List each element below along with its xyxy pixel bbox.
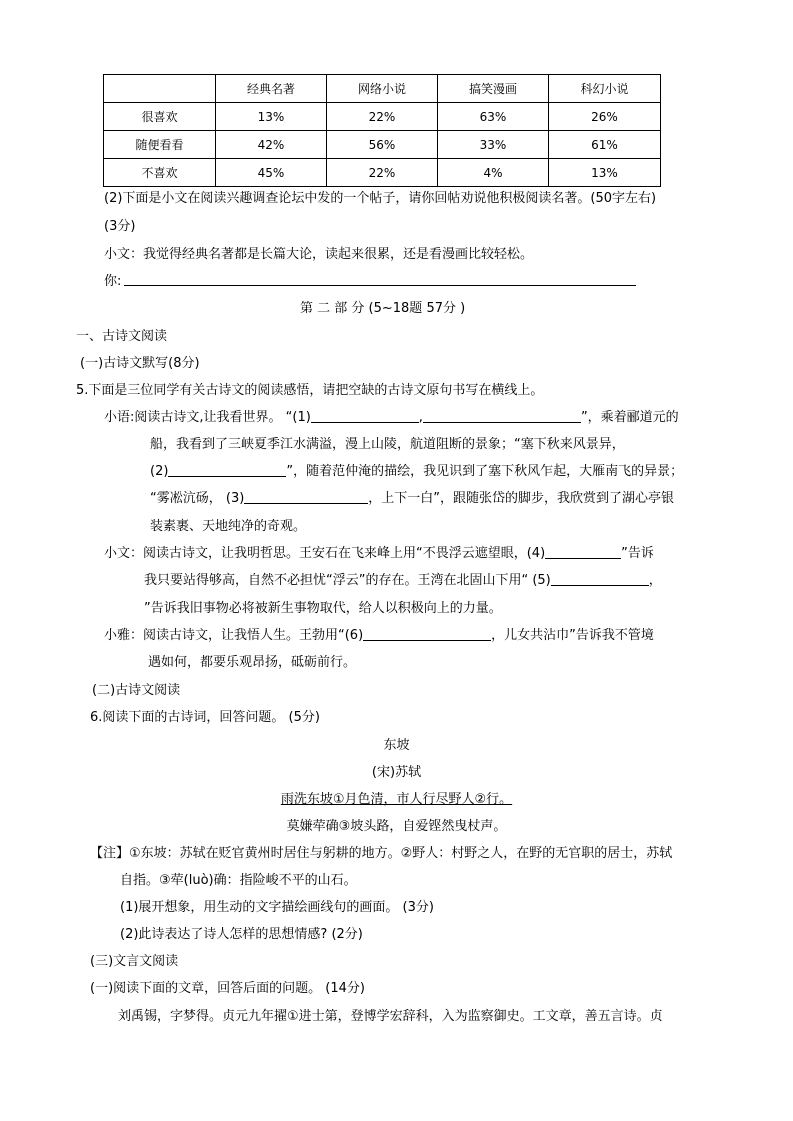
xiaoyu-text: ，上下一白”，跟随张岱的脚步，我欣赏到了湖心亭银 bbox=[368, 491, 675, 506]
subsection-3-heading: (三)文言文阅读 bbox=[90, 954, 179, 969]
table-row-label: 很喜欢 bbox=[104, 103, 216, 131]
table-header-cell: 经典名著 bbox=[216, 75, 327, 103]
xiaowen-line-2 bbox=[144, 569, 662, 588]
table-cell: 13% bbox=[216, 103, 327, 131]
poem-note-2: 自指。③荦(luò)确：指险峻不平的山石。 bbox=[120, 873, 357, 888]
table-cell: 56% bbox=[327, 131, 438, 159]
poem-line-1 bbox=[0, 788, 793, 807]
survey-table bbox=[103, 74, 661, 187]
table-cell: 26% bbox=[549, 103, 661, 131]
question-6-intro: 6.阅读下面的古诗词，回答问题。 (5分) bbox=[90, 710, 320, 725]
xiaoyu-text: ”，随着范仲淹的描绘，我见识到了塞下秋风乍起，大雁南飞的异景； bbox=[286, 464, 684, 479]
xiaoyu-text: “雾凇沆砀， (3) bbox=[150, 491, 245, 506]
blank-5[interactable] bbox=[551, 572, 649, 586]
reply-answer-line[interactable] bbox=[124, 285, 636, 286]
table-cell: 22% bbox=[327, 159, 438, 187]
xiaoyu-line-1 bbox=[104, 406, 679, 425]
question-7-intro: (一)阅读下面的文章，回答后面的问题。 (14分) bbox=[90, 981, 365, 996]
subsection-1-heading: (一)古诗文默写(8分) bbox=[80, 356, 200, 371]
blank-2[interactable] bbox=[168, 463, 286, 477]
xiaowen-text: 小文：阅读古诗文，让我明哲思。王安石在飞来峰上用“不畏浮云遮望眼，(4) bbox=[104, 546, 546, 561]
blank-4[interactable] bbox=[545, 545, 621, 559]
underlined-poem-line: 雨洗东坡①月色清，市人行尽野人②行。 bbox=[280, 792, 513, 807]
table-header-cell: 科幻小说 bbox=[549, 75, 661, 103]
question-5-intro: 5.下面是三位同学有关古诗文的阅读感悟，请把空缺的古诗文原句书写在横线上。 bbox=[76, 383, 544, 398]
xiaoya-text: ，儿女共沾巾”告诉我不管境 bbox=[491, 628, 654, 643]
table-cell: 42% bbox=[216, 131, 327, 159]
table-header-cell: 搞笑漫画 bbox=[438, 75, 549, 103]
xiaowen-text: ， bbox=[648, 573, 662, 588]
xiaowen-text: 我只要站得够高，自然不必担忧“浮云”的存在。王湾在北固山下用“ (5) bbox=[144, 573, 551, 588]
table-cell: 4% bbox=[438, 159, 549, 187]
blank-3[interactable] bbox=[244, 490, 368, 504]
blank-1a[interactable] bbox=[311, 409, 419, 423]
table-cell: 33% bbox=[438, 131, 549, 159]
xiaoyu-text: ”，乘着郦道元的 bbox=[580, 410, 679, 425]
question-2-prompt: (2)下面是小文在阅读兴趣调查论坛中发的一个帖子，请你回帖劝说他积极阅读名著。(50字左右) bbox=[104, 191, 657, 206]
xiaoya-line-1 bbox=[104, 624, 654, 643]
table-cell: 13% bbox=[549, 159, 661, 187]
table-row bbox=[104, 131, 661, 159]
table-row-label: 不喜欢 bbox=[104, 159, 216, 187]
classical-passage: 刘禹锡，字梦得。贞元九年擢①进士第，登博学宏辞科，入为监察御史。工文章，善五言诗。贞 bbox=[118, 1009, 663, 1024]
question-6-sub-1: (1)展开想象，用生动的文字描绘画线句的画面。 (3分) bbox=[120, 900, 434, 915]
comma: , bbox=[418, 410, 423, 425]
poem-title: 东坡 bbox=[383, 738, 410, 753]
table-row bbox=[104, 103, 661, 131]
xiaoyu-text: (2) bbox=[150, 464, 169, 479]
xiaoya-text: 小雅：阅读古诗文，让我悟人生。王勃用“(6) bbox=[104, 628, 364, 643]
section-1-heading: 一、古诗文阅读 bbox=[76, 329, 168, 344]
xiaoyu-text: 小语:阅读古诗文,让我看世界。 “(1) bbox=[104, 410, 311, 425]
table-row bbox=[104, 159, 661, 187]
xiaoyu-line-2: 船，我看到了三峡夏季江水满溢，漫上山陵，航道阻断的景象；“塞下秋来风景异， bbox=[150, 437, 625, 452]
xiaoyu-line-3 bbox=[150, 460, 683, 479]
table-cell: 63% bbox=[438, 103, 549, 131]
xiaowen-line-3: ”告诉我旧事物必将被新生事物取代，给人以积极向上的力量。 bbox=[144, 601, 502, 616]
xiaowen-post: 小文：我觉得经典名著都是长篇大论，读起来很累，还是看漫画比较轻松。 bbox=[104, 247, 534, 262]
part-2-title: 第 二 部 分 (5~18题 57分 ) bbox=[300, 301, 466, 316]
table-header-row bbox=[104, 75, 661, 103]
xiaowen-line-1 bbox=[104, 542, 654, 561]
blank-1b[interactable] bbox=[423, 409, 581, 423]
table-cell: 45% bbox=[216, 159, 327, 187]
poem-author: (宋)苏轼 bbox=[371, 765, 422, 780]
question-6-sub-2: (2)此诗表达了诗人怎样的思想情感? (2分) bbox=[120, 927, 363, 942]
reply-label: 你: bbox=[104, 274, 122, 289]
xiaoyu-line-4 bbox=[150, 487, 674, 506]
poem-note-1: 【注】①东坡：苏轼在贬官黄州时居住与躬耕的地方。②野人：村野之人，在野的无官职的居士，苏轼 bbox=[90, 846, 673, 861]
table-row-label: 随便看看 bbox=[104, 131, 216, 159]
blank-6[interactable] bbox=[363, 627, 491, 641]
table-header-cell: 网络小说 bbox=[327, 75, 438, 103]
subsection-2-heading: (二)古诗文阅读 bbox=[92, 683, 181, 698]
poem-line-2: 莫嫌荦确③坡头路，自爱铿然曳杖声。 bbox=[286, 819, 507, 834]
xiaoyu-line-5: 装素裹、天地纯净的奇观。 bbox=[150, 519, 307, 534]
xiaoya-line-2: 遇如何，都要乐观昂扬，砥砺前行。 bbox=[148, 655, 357, 670]
question-2-score: (3分) bbox=[104, 219, 136, 234]
table-cell bbox=[104, 75, 216, 103]
table-cell: 61% bbox=[549, 131, 661, 159]
table-cell: 22% bbox=[327, 103, 438, 131]
xiaowen-text: ”告诉 bbox=[621, 546, 654, 561]
